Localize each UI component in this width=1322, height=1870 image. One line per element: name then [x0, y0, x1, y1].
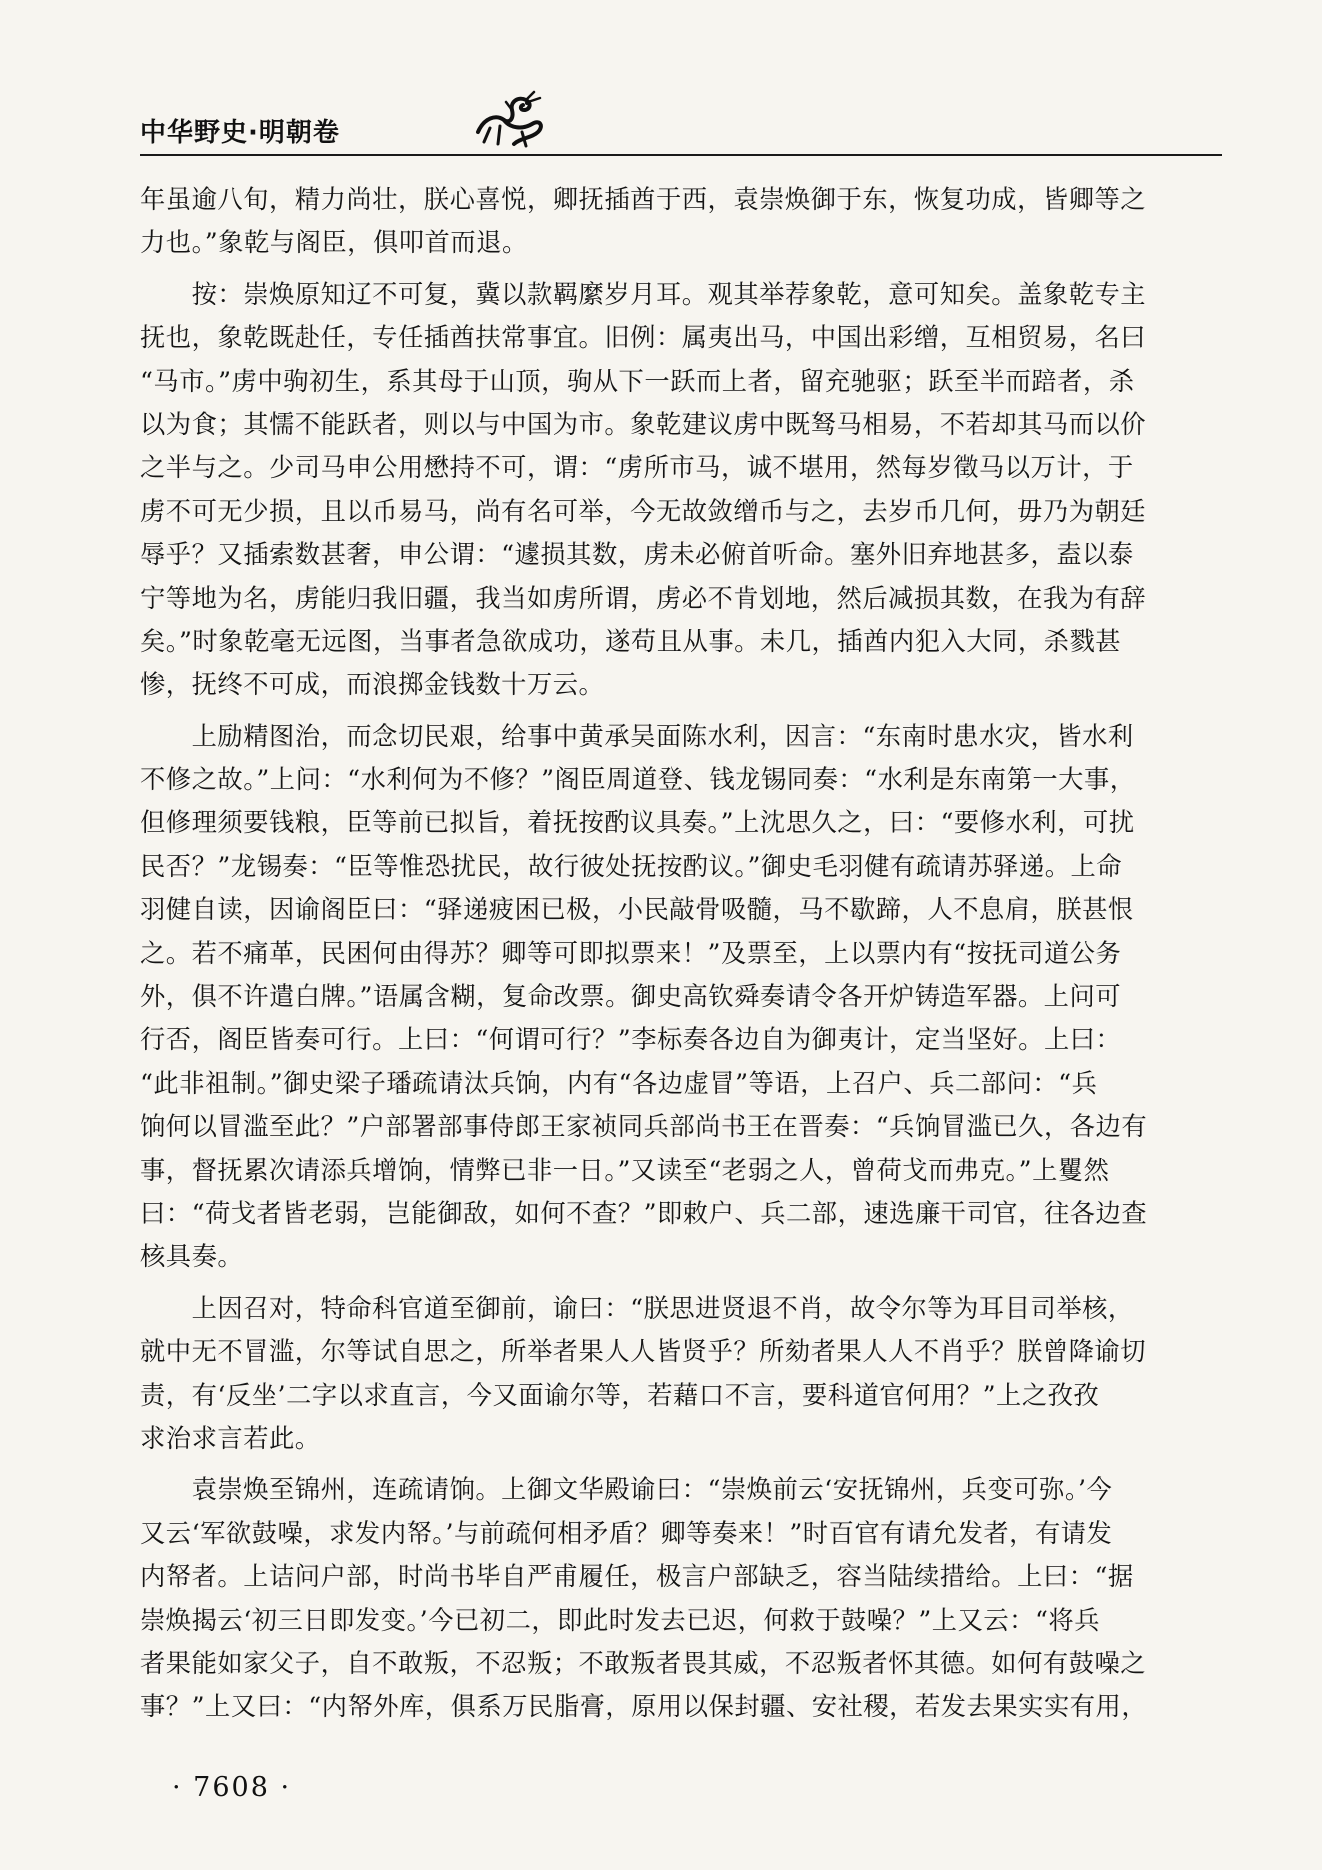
- text-line: 之。若不痛革，民困何由得苏？卿等可即拟票来！”及票至，上以票内有“按抚司道公务: [140, 938, 1122, 968]
- text-line: 虏不可无少损，且以币易马，尚有名可举，今无故敛缯币与之，去岁币几何，毋乃为朝廷: [140, 496, 1147, 526]
- text-line: 袁崇焕至锦州，连疏请饷。上御文华殿谕曰：“崇焕前云‘安抚锦州，兵变可弥。’今: [140, 1475, 1113, 1505]
- text-line: 抚也，象乾既赴任，专任插酋扶常事宜。旧例：属夷出马，中国出彩缯，互相贸易，名曰: [140, 323, 1147, 353]
- text-line: 求治求言若此。: [140, 1423, 321, 1453]
- paragraph: [140, 715, 1224, 1279]
- text-line: 外，俱不许遣白牌。”语属含糊，复命改票。御史高钦舜奏请令各开炉铸造军器。上问可: [140, 982, 1122, 1012]
- text-line: 上励精图治，而念切民艰，给事中黄承吴面陈水利，因言：“东南时患水灾，皆水利: [140, 721, 1134, 751]
- text-line: 事，督抚累次请添兵增饷，情弊已非一日。”又读至“老弱之人，曾荷戈而弗克。”上矍然: [140, 1155, 1110, 1185]
- text-line: 曰：“荷戈者皆老弱，岂能御敌，如何不查？”即敕户、兵二部，速选廉干司官，往各边查: [140, 1198, 1148, 1228]
- paragraph: [140, 1468, 1224, 1728]
- paragraph: [140, 273, 1224, 707]
- running-header: [140, 88, 1220, 158]
- text-line: 惨，抚终不可成，而浪掷金钱数十万云。: [140, 670, 605, 700]
- text-line: “马市。”虏中驹初生，系其母于山顶，驹从下一跃而上者，留充驰驱；跃至半而踣者，杀: [140, 366, 1135, 396]
- text-line: 饷何以冒滥至此？”户部署部事侍郎王家祯同兵部尚书王在晋奏：“兵饷冒滥已久，各边有: [140, 1112, 1148, 1142]
- text-line: 行否，阁臣皆奏可行。上曰：“何谓可行？”李标奏各边自为御夷计，定当坚好。上曰：: [140, 1025, 1122, 1055]
- text-line: 责，有‘反坐’二字以求直言，今又面谕尔等，若藉口不言，要科道官何用？”上之孜孜: [140, 1380, 1100, 1410]
- text-line: 不修之故。”上问：“水利何为不修？”阁臣周道登、钱龙锡同奏：“水利是东南第一大事，: [140, 765, 1136, 795]
- text-line: 核具奏。: [140, 1242, 244, 1272]
- text-line: 但修理须要钱粮，臣等前已拟旨，着抚按酌议具奏。”上沈思久之，曰：“要修水利，可扰: [140, 808, 1135, 838]
- dragon-emblem-icon: [470, 88, 550, 152]
- text-line: 年虽逾八旬，精力尚壮，朕心喜悦，卿抚插酋于西，袁崇焕御于东，恢复功成，皆卿等之: [140, 185, 1147, 214]
- text-line: 民否？”龙锡奏：“臣等惟恐扰民，故行彼处抚按酌议。”御史毛羽健有疏请苏驿递。上命: [140, 851, 1123, 881]
- text-line: 羽健自读，因谕阁臣曰：“驿递疲困已极，小民敲骨吸髓，马不歇蹄，人不息肩，朕甚恨: [140, 895, 1134, 925]
- text-line: 就中无不冒滥，尔等试自思之，所举者果人人皆贤乎？所劾者果人人不肖乎？朕曾降谕切: [140, 1337, 1147, 1367]
- text-line: “此非祖制。”御史梁子璠疏请汰兵饷，内有“各边虚冒”等语，上召户、兵二部问：“兵: [140, 1068, 1098, 1098]
- text-line: 辱乎？又插索数甚奢，申公谓：“遽损其数，虏未必俯首听命。塞外旧弃地甚多，盍以泰: [140, 540, 1134, 570]
- header-rule: [140, 154, 1222, 156]
- text-line: 以为食；其懦不能跃者，则以与中国为市。象乾建议虏中既驽马相易，不若却其马而以价: [140, 409, 1147, 439]
- body-text: [140, 178, 1224, 1729]
- text-line: 力也。”象乾与阁臣，俱叩首而退。: [140, 228, 528, 258]
- book-title: 中华野史·明朝卷: [140, 118, 340, 148]
- text-line: 崇焕揭云‘初三日即发变。’今已初二，即此时发去已迟，何救于鼓噪？”上又云：“将兵: [140, 1605, 1100, 1635]
- text-line: 事？”上又曰：“内帑外库，俱系万民脂膏，原用以保封疆、安社稷，若发去果实实有用，: [140, 1692, 1148, 1722]
- text-line: 又云‘军欲鼓噪，求发内帑。’与前疏何相矛盾？卿等奏来！”时百官有请允发者，有请发: [140, 1518, 1113, 1548]
- text-line: 矣。”时象乾毫无远图，当事者急欲成功，遂苟且从事。未几，插酋内犯入大同，杀戮甚: [140, 626, 1122, 656]
- text-line: 宁等地为名，虏能归我旧疆，我当如虏所谓，虏必不肯划地，然后减损其数，在我为有辞: [140, 583, 1147, 613]
- page-number: · 7608 ·: [172, 1772, 292, 1803]
- text-line: 上因召对，特命科官道至御前，谕曰：“朕思进贤退不肖，故令尔等为耳目司举核，: [140, 1293, 1134, 1323]
- paragraph: [140, 1287, 1224, 1461]
- text-line: 者果能如家父子，自不敢叛，不忍叛；不敢叛者畏其威，不忍叛者怀其德。如何有鼓噪之: [140, 1648, 1147, 1678]
- paragraph: [140, 178, 1224, 265]
- text-line: 内帑者。上诘问户部，时尚书毕自严甫履任，极言户部缺乏，容当陆续措给。上曰：“据: [140, 1562, 1134, 1592]
- text-line: 之半与之。少司马申公用懋持不可，谓：“虏所市马，诚不堪用，然每岁徵马以万计，于: [140, 453, 1134, 483]
- text-line: 按：崇焕原知辽不可复，冀以款羁縻岁月耳。观其举荐象乾，意可知矣。盖象乾专主: [140, 279, 1147, 309]
